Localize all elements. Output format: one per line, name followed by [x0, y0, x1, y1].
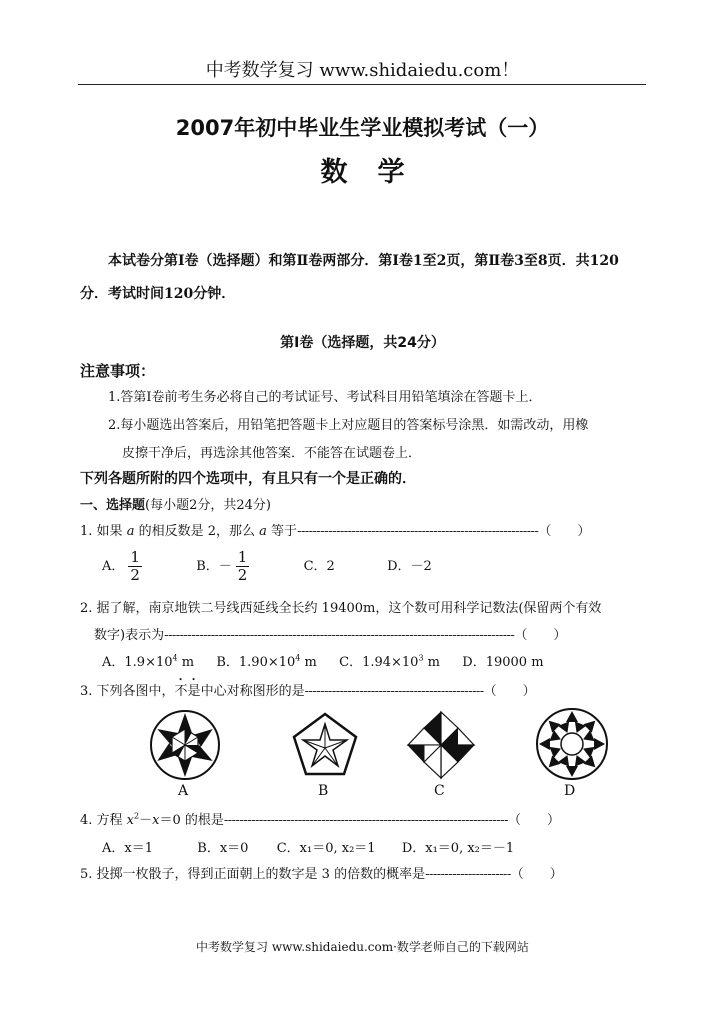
q4-text-a: 4. 方程 — [80, 813, 127, 828]
q1-option-b — [196, 548, 253, 584]
q3-dashes: ---------------------------------------------- — [304, 684, 484, 699]
figure-d-triangle-ring — [534, 706, 610, 782]
exam-title: 2007年初中毕业生学业模拟考试（一） — [175, 116, 550, 140]
q1-text-b: 的相反数是 2，那么 — [138, 524, 255, 539]
part-title-line — [80, 494, 271, 513]
figure-b-label: B — [318, 783, 329, 799]
page-footer: 中考数学复习 www.shidaiedu.com·数学老师自己的下载网站 — [196, 940, 529, 954]
q2-opt-a-exp: 4 — [172, 653, 178, 663]
q4-eq-exp: 2 — [134, 811, 140, 821]
q4-eq-end: ＝0 的根是 — [159, 813, 224, 828]
q2-opt-c-exp: 3 — [418, 653, 424, 663]
q2-opt-c-unit: m — [423, 655, 441, 670]
figure-d-label: D — [564, 783, 576, 799]
q4-eq-x2: x — [152, 813, 160, 828]
note-2b: 皮擦干净后，再选涂其他答案．不能答在试题卷上． — [122, 446, 422, 461]
q3-text-a: 3. 下列各图中， — [80, 684, 175, 699]
q1-dashes: -------------------------------------------------------------- — [297, 524, 539, 539]
question-5 — [80, 863, 563, 882]
q2-answer-paren: （ ） — [514, 628, 567, 643]
part-title: 一、选择题 — [80, 498, 146, 513]
q5-dashes: ---------------------- — [425, 867, 511, 882]
part-note: (每小题2分，共24分) — [145, 498, 271, 513]
q4-option-d: D．x₁＝0, x₂＝－1 — [401, 841, 515, 856]
figure-c-label: C — [434, 783, 445, 799]
q2-options — [102, 651, 544, 670]
q4-answer-paren: （ ） — [508, 813, 561, 828]
q2-opt-c-base: C．1.94×10 — [339, 655, 419, 670]
q1-var: a — [126, 524, 135, 539]
q2-opt-a-unit: m — [177, 655, 195, 670]
q4-option-a: A．x＝1 — [102, 841, 153, 856]
q2-option-c — [339, 655, 440, 670]
q3-emphasis: 不是 — [174, 684, 201, 699]
q1-opt-a-num: 1 — [130, 548, 140, 566]
q2-opt-b-base: B．1.90×10 — [216, 655, 296, 670]
q2-opt-b-exp: 4 — [295, 653, 301, 663]
question-4 — [80, 809, 560, 828]
section-heading: 第Ⅰ卷（选择题，共24分） — [280, 335, 445, 351]
q2-option-a — [102, 655, 194, 670]
q2-line-2-text: 数字)表示为 — [94, 628, 165, 643]
q1-option-d: D．－2 — [387, 559, 432, 574]
q4-option-b: B．x＝0 — [197, 841, 249, 856]
q4-dashes: ------------------------------------------------------------------------- — [223, 813, 509, 828]
q2-opt-b-unit: m — [300, 655, 317, 670]
q1-opt-b-den: 2 — [237, 566, 248, 584]
q1-var-2: a — [259, 524, 267, 539]
q1-opt-b-label: B．－ — [196, 559, 232, 574]
q1-opt-a-frac — [128, 549, 142, 584]
q1-opt-a-den: 2 — [130, 566, 140, 584]
q1-option-c: C．2 — [303, 559, 335, 574]
q4-eq-minus: － — [139, 813, 153, 828]
q2-line-1: 2. 据了解，南京地铁二号线西延线全长约 19400m，这个数可用科学记数法(保留两个有效 — [80, 601, 602, 616]
q1-opt-a-label: A． — [102, 559, 125, 574]
notes-title: 注意事项： — [80, 362, 156, 380]
header-rule — [78, 84, 646, 85]
q4-eq-x: x — [126, 813, 135, 828]
q2-dashes: ------------------------------------------------------------------------------------------ — [164, 628, 515, 643]
figure-a-star-circle — [148, 708, 222, 782]
q1-text-c: 等于 — [271, 524, 298, 539]
q5-text: 5. 投掷一枚骰子，得到正面朝上的数字是 3 的倍数的概率是 — [80, 867, 426, 882]
q1-text-a: 1. 如果 — [80, 524, 123, 539]
question-3 — [80, 676, 536, 699]
note-2a: 2.每小题选出答案后，用铅笔把答题卡上对应题目的答案标号涂黑．如需改动，用橡 — [108, 418, 589, 433]
figure-b-pentagon-star — [290, 710, 360, 780]
q1-answer-paren: （ ） — [538, 524, 591, 539]
q4-option-c: C．x₁＝0, x₂＝1 — [276, 841, 376, 856]
q3-text-b: 中心对称图形的是 — [200, 684, 305, 699]
q3-answer-paren: （ ） — [483, 684, 536, 699]
q2-line-2 — [94, 624, 566, 643]
q4-options — [102, 837, 514, 856]
figure-a-label: A — [178, 783, 189, 799]
question-1 — [80, 520, 590, 539]
page-header: 中考数学复习 www.shidaiedu.com！ — [205, 60, 520, 81]
instruction: 下列各题所附的四个选项中，有且只有一个是正确的． — [80, 471, 416, 487]
q1-option-a — [102, 548, 146, 584]
intro-line-2: 分．考试时间120分钟． — [80, 286, 236, 302]
note-1: 1.答第Ⅰ卷前考生务必将自己的考试证号、考试科目用铅笔填涂在答题卡上． — [108, 390, 542, 405]
q1-opt-b-num: 1 — [237, 548, 248, 566]
q1-options — [102, 549, 432, 584]
q2-option-d: D．19000 m — [462, 655, 544, 670]
exam-subject: 数学 — [320, 157, 435, 188]
q2-opt-a-base: A．1.9×10 — [102, 655, 173, 670]
q5-answer-paren: （ ） — [510, 867, 563, 882]
q1-opt-b-frac — [236, 549, 250, 584]
intro-line-1: 本试卷分第Ⅰ卷（选择题）和第Ⅱ卷两部分．第Ⅰ卷1至2页，第Ⅱ卷3至8页．共120 — [108, 253, 619, 269]
q2-option-b — [216, 655, 317, 670]
figure-c-pinwheel — [404, 708, 478, 782]
